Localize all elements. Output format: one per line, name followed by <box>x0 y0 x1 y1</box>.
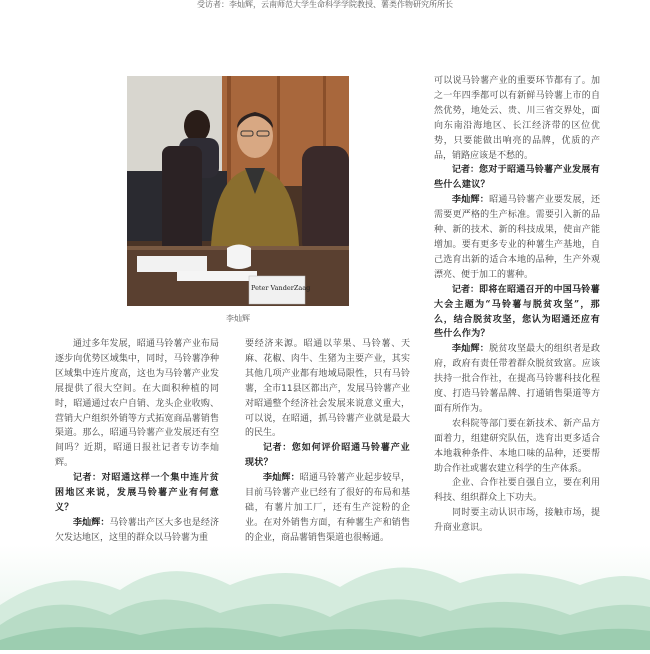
speaker-label: 记者： <box>452 165 480 176</box>
interview-answer <box>245 471 410 546</box>
nameplate-label: Peter VanderZaag <box>251 284 311 292</box>
speaker-label: 记者： <box>452 284 480 295</box>
interview-answer <box>55 516 219 546</box>
speaker-label: 李灿辉： <box>73 517 110 528</box>
interviewee-banner: 受访者：李灿辉，云南师范大学生命科学学院教授、薯类作物研究所所长 <box>197 0 453 9</box>
article-column-1 <box>55 337 219 546</box>
article-paragraph: 同时要主动认识市场，接触市场，提升商业意识。 <box>434 508 600 534</box>
question-text: 对昭通这样一个集中连片贫困地区来说，发展马铃薯产业有何意义？ <box>55 473 219 513</box>
interview-photo <box>127 76 349 306</box>
article-paragraph: 可以说马铃薯产业的重要环节都有了。加之一年四季都可以有新鲜马铃薯上市的自然优势，地处云、贵、川三省交界处，面向东南沿海地区、长江经济带的区位优势，只要能做出响亮的品牌，优质的产品，销路应该是不愁的。 <box>434 76 600 161</box>
article-column-3 <box>434 74 600 536</box>
answer-text: 脱贫攻坚最大的组织者是政府，政府有责任带着群众脱贫致富。应该扶持一批合作社，在提高马铃薯科技化程度、打造马铃薯品牌、打通销售渠道等方面有所作为。 <box>434 344 600 414</box>
article-column-2 <box>245 337 410 546</box>
interview-answer <box>434 193 600 282</box>
answer-text: 马铃薯出产区大多也是经济欠发达地区，这里的群众以马铃薯为重 <box>55 517 219 543</box>
interview-question <box>434 163 600 193</box>
landscape-decoration <box>0 545 650 650</box>
article-paragraph: 要经济来源。昭通以苹果、马铃薯、天麻、花椒、肉牛、生猪为主要产业，其实其他几项产业都有地域局限性，只有马铃薯，全市11县区都出产，发展马铃薯产业对昭通整个经济社会发展来说意义重大，可以说，在昭通，抓马铃薯产业就是最大的民生。 <box>245 339 410 439</box>
speaker-label: 记者： <box>263 443 292 454</box>
answer-text: 昭通马铃薯产业起步较早，目前马铃薯产业已经有了很好的布局和基础，有薯片加工厂，还有生产淀粉的企业。在对外销售方面，有种薯生产和销售的企业，商品薯销售渠道也很畅通。 <box>245 473 410 543</box>
interview-question <box>434 283 600 343</box>
speaker-label: 李灿辉： <box>452 195 490 206</box>
question-text: 您对于昭通马铃薯产业发展有些什么建议？ <box>434 165 600 191</box>
photo-caption: 李灿辉 <box>226 314 250 323</box>
article-paragraph: 农科院等部门要在新技术、新产品方面着力，组建研究队伍，选育出更多适合本地栽种条件、本地口味的品种，还要帮助合作社或薯农建立科学的生产体系。 <box>434 418 600 474</box>
question-text: 即将在昭通召开的中国马铃薯大会主题为“马铃薯与脱贫攻坚”，那么，结合脱贫攻坚，您认为昭通还应有些什么作为？ <box>434 284 600 340</box>
mountain-landscape <box>0 545 650 650</box>
interview-question <box>245 441 410 471</box>
speaker-label: 李灿辉： <box>452 344 490 355</box>
photo-illustration <box>127 76 349 306</box>
answer-text: 昭通马铃薯产业要发展，还需要更严格的生产标准。需要引入新的品种、新的技术、新的科技成果，使亩产能增加。要有更多专业的种薯生产基地，自己选育出新的适合本地的品种，生产外观漂亮、便于加工的薯种。 <box>434 195 600 280</box>
interview-question <box>55 471 219 516</box>
speaker-label: 李灿辉： <box>263 473 300 484</box>
article-paragraph: 通过多年发展，昭通马铃薯产业布局逐步向优势区域集中，同时，马铃薯净种区域集中连片度高，这也为马铃薯产业发展提供了很大空间。在大面积种植的同时，昭通通过农户自销、龙头企业收购、营销大户组织外销等方式拓宽商品薯销售渠道。那么，昭通马铃薯产业发展还有空间吗？近期，昭通日报社记者专访李灿辉。 <box>55 339 219 469</box>
question-text: 您如何评价昭通马铃薯产业现状？ <box>245 443 410 469</box>
article-paragraph: 企业、合作社要自强自立，要在利用科技、组织群众上下功夫。 <box>434 478 600 504</box>
speaker-label: 记者： <box>73 473 102 484</box>
interview-answer <box>434 342 600 417</box>
